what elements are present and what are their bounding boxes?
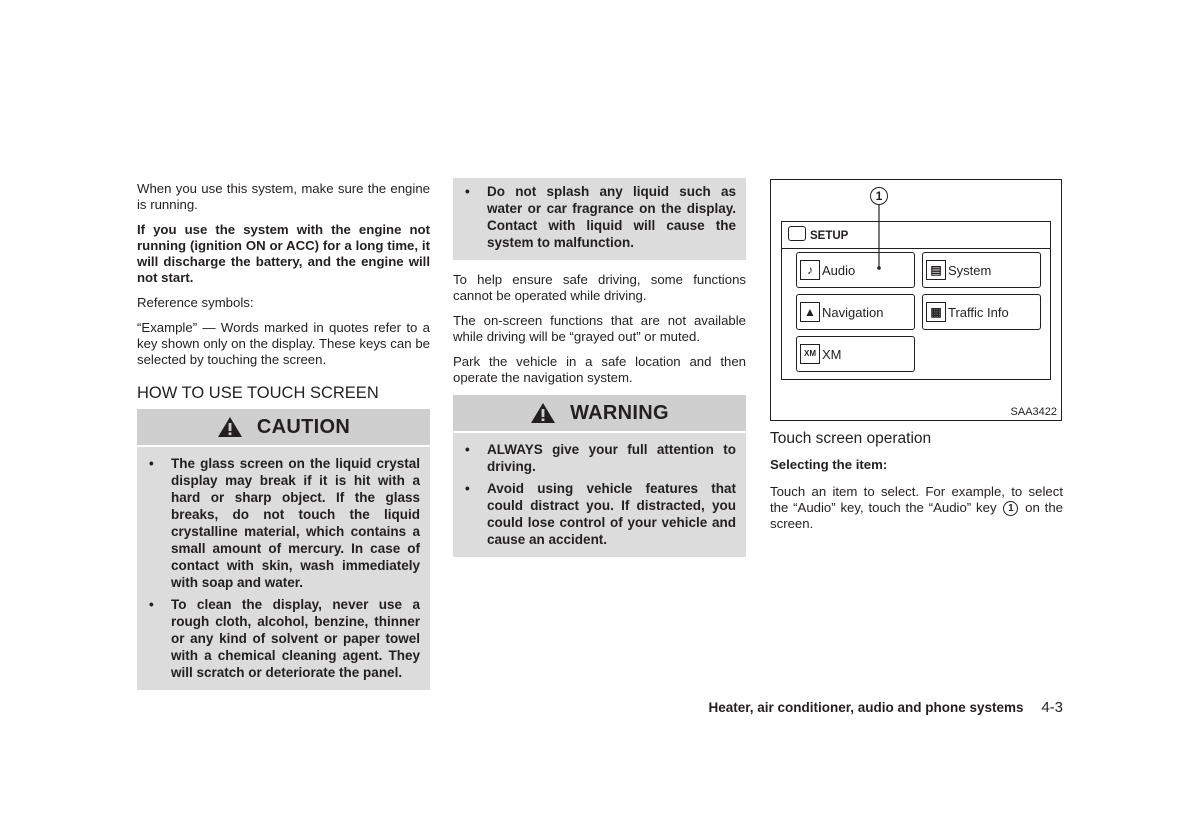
music-note-icon: ♪ bbox=[800, 260, 820, 280]
right-column bbox=[770, 421, 1063, 541]
system-key-label: System bbox=[948, 263, 992, 278]
liquid-caution-box bbox=[453, 178, 746, 260]
figure-code: SAA3422 bbox=[1010, 406, 1057, 418]
callout-number: 1 bbox=[870, 187, 888, 205]
warning-item: • ALWAYS give your full attention to driving. bbox=[463, 441, 736, 475]
setup-label: SETUP bbox=[810, 230, 849, 242]
warning-header bbox=[453, 395, 746, 433]
audio-key-label: Audio bbox=[822, 263, 856, 278]
selecting-item-heading: Selecting the item: bbox=[770, 457, 888, 472]
section-heading: HOW TO USE TOUCH SCREEN bbox=[137, 384, 379, 402]
footer-section-title: Heater, air conditioner, audio and phone systems bbox=[708, 700, 1024, 715]
caution-header bbox=[137, 409, 430, 447]
caution-box bbox=[137, 409, 430, 690]
caution-item: • To clean the display, never use a rough cloth, alcohol, benzine, thinner or any kind of solvent or paper towel with a chemical cleaning agent. They will scratch or deteriorate the panel. bbox=[147, 596, 420, 681]
selecting-text-end: on the screen. bbox=[770, 500, 1063, 532]
navigation-key-label: Navigation bbox=[822, 305, 884, 320]
traffic-info-key[interactable] bbox=[922, 294, 1041, 330]
reference-symbols-label: Reference symbols: bbox=[137, 295, 254, 310]
selecting-text-start: Touch an item to select. For example, to select the “Audio” key, touch the “Audio” key bbox=[770, 484, 1063, 515]
park-paragraph: Park the vehicle in a safe location and then operate the navigation system. bbox=[453, 354, 746, 385]
system-key[interactable] bbox=[922, 252, 1041, 288]
caution-body bbox=[137, 447, 430, 690]
caution-item: • Do not splash any liquid such as water or car fragrance on the display. Contact with liquid will cause the system to malfunction. bbox=[463, 183, 736, 251]
warning-triangle-icon bbox=[530, 402, 556, 424]
intro-paragraph: When you use this system, make sure the engine is running. bbox=[137, 181, 430, 212]
touch-screen-operation-heading: Touch screen operation bbox=[770, 430, 932, 447]
example-explanation: “Example” — Words marked in quotes refer to a key shown only on the display. These keys can be selected by touching the screen. bbox=[137, 320, 430, 367]
system-icon: ▤ bbox=[926, 260, 946, 280]
warning-title: WARNING bbox=[570, 402, 669, 424]
warning-item: • Avoid using vehicle features that could distract you. If distracted, you could lose control of your vehicle and cause an accident. bbox=[463, 480, 736, 548]
middle-column bbox=[453, 178, 746, 557]
setup-screen bbox=[781, 221, 1051, 380]
caution-item: • The glass screen on the liquid crystal display may break if it is hit with a hard or sharp object. If the glass breaks, do not touch the liquid crystalline material, which contains a small amount of mercury. In case of contact with skin, wash immediately with soap and water. bbox=[147, 455, 420, 591]
inline-callout-number: 1 bbox=[1003, 501, 1018, 516]
safe-driving-paragraph: To help ensure safe driving, some functions cannot be operated while driving. bbox=[453, 272, 746, 303]
grayed-out-paragraph: The on-screen functions that are not available while driving will be “grayed out” or muted. bbox=[453, 313, 746, 344]
navigation-key[interactable] bbox=[796, 294, 915, 330]
page-number: 4-3 bbox=[1041, 699, 1063, 716]
navigation-arrow-icon: ▲ bbox=[800, 302, 820, 322]
warning-box bbox=[453, 395, 746, 557]
xm-key-label: XM bbox=[822, 347, 842, 362]
battery-note: If you use the system with the engine not running (ignition ON or ACC) for a long time, it will discharge the battery, and the engine will not start. bbox=[137, 222, 430, 285]
traffic-info-key-label: Traffic Info bbox=[948, 305, 1009, 320]
warning-triangle-icon bbox=[217, 416, 243, 438]
warning-body bbox=[453, 433, 746, 557]
setup-icon bbox=[788, 226, 806, 241]
touch-screen-figure bbox=[770, 179, 1062, 421]
caution-title: CAUTION bbox=[256, 416, 351, 438]
audio-key[interactable] bbox=[796, 252, 915, 288]
xm-icon: XM bbox=[800, 344, 820, 364]
setup-title-bar bbox=[782, 222, 1050, 249]
left-column bbox=[137, 181, 430, 690]
xm-key[interactable] bbox=[796, 336, 915, 372]
selecting-item-paragraph bbox=[770, 484, 1063, 532]
page-footer bbox=[708, 699, 1063, 716]
traffic-icon: ▦ bbox=[926, 302, 946, 322]
